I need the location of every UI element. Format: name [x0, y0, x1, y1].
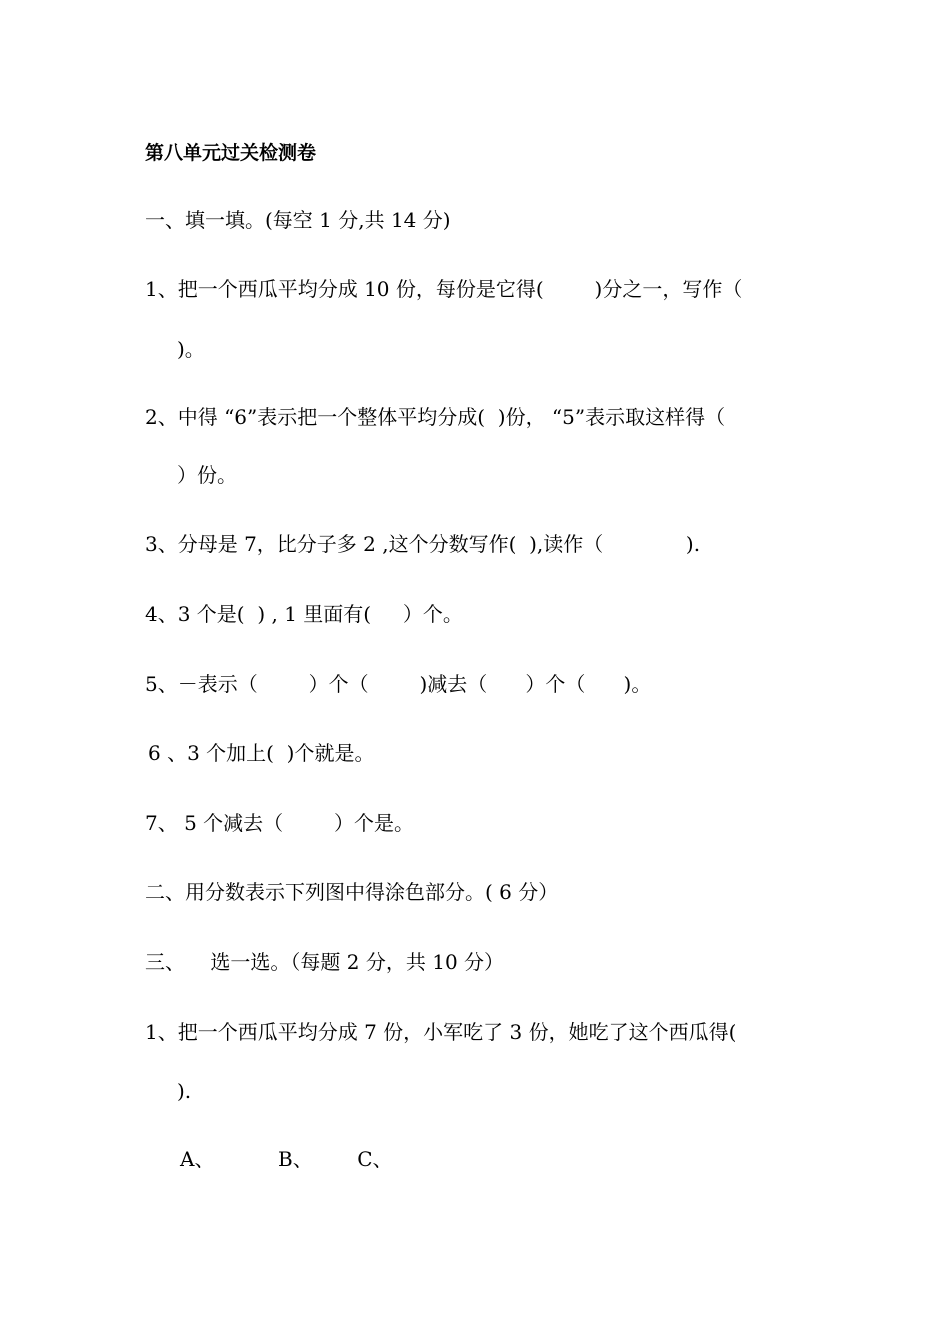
question-1-line-1: 1、把一个西瓜平均分成 10 份，每份是它得( )分之一，写作（: [145, 277, 743, 301]
page-title: 第八单元过关检测卷: [145, 142, 317, 164]
question-7: 7、 5 个减去（ ）个是。: [145, 811, 415, 835]
section-3-question-1-options: A、 B、 C、: [180, 1147, 393, 1171]
section-1-heading: 一、填一填。(每空 1 分,共 14 分): [145, 208, 451, 232]
section-3-question-1-line-2: ).: [177, 1079, 192, 1103]
question-6: 6 、3 个加上( )个就是。: [148, 741, 375, 765]
question-1-line-2: )。: [177, 337, 205, 361]
question-5: 5、－表示（ ）个（ )减去（ ）个（ )。: [145, 672, 652, 696]
question-4: 4、3 个是( ) , 1 里面有( ）个。: [145, 602, 463, 626]
question-3: 3、分母是 7，比分子多 2 ,这个分数写作( ),读作（ ).: [145, 532, 701, 556]
question-2-line-2: ）份。: [177, 463, 237, 487]
question-2-line-1: 2、中得 “6”表示把一个整体平均分成( )份， “5”表示取这样得（: [145, 405, 726, 429]
section-2-heading: 二、用分数表示下列图中得涂色部分。( 6 分）: [145, 880, 559, 904]
section-3-heading: 三、 选一选。（每题 2 分，共 10 分）: [145, 950, 505, 974]
section-3-question-1-line-1: 1、把一个西瓜平均分成 7 份，小军吃了 3 份，她吃了这个西瓜得(: [145, 1020, 737, 1044]
